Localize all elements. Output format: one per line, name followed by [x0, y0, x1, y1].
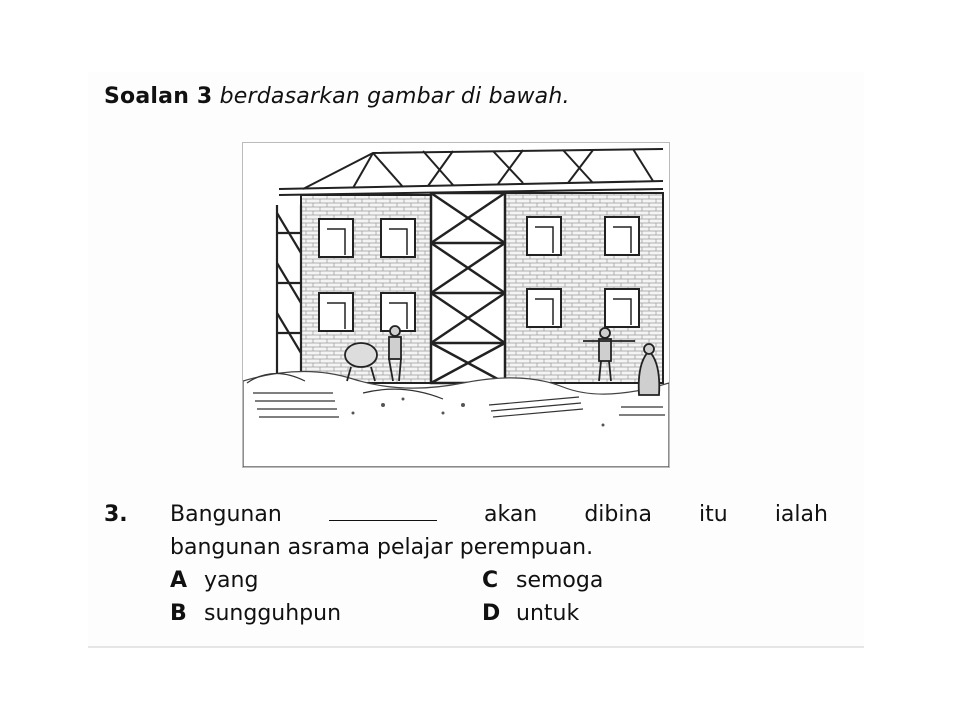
option-label: B [170, 601, 187, 626]
question-number: 3. [104, 502, 128, 527]
option-label: D [482, 601, 501, 626]
instruction-text [104, 84, 570, 109]
option-text: yang [204, 568, 259, 593]
option-a[interactable] [170, 564, 258, 597]
question-word: itu [699, 502, 728, 527]
instruction-italic: berdasarkan gambar di bawah. [219, 84, 570, 109]
option-text: sungguhpun [204, 601, 342, 626]
question-line-2: bangunan asrama pelajar perempuan. [170, 535, 594, 560]
option-label: C [482, 568, 499, 593]
question-word: dibina [584, 502, 652, 527]
option-d[interactable] [482, 597, 579, 630]
answer-blank [329, 502, 437, 521]
construction-illustration [242, 142, 670, 468]
option-c[interactable] [482, 564, 603, 597]
question-word: ialah [774, 502, 828, 527]
option-label: A [170, 568, 188, 593]
option-text: untuk [516, 601, 580, 626]
question-line-1 [170, 498, 828, 531]
option-b[interactable] [170, 597, 341, 630]
question-word: Bangunan [170, 502, 282, 527]
building-construction-icon [243, 143, 669, 467]
question-word: akan [483, 502, 538, 527]
instruction-bold: Soalan 3 [104, 84, 213, 109]
option-text: semoga [516, 568, 604, 593]
